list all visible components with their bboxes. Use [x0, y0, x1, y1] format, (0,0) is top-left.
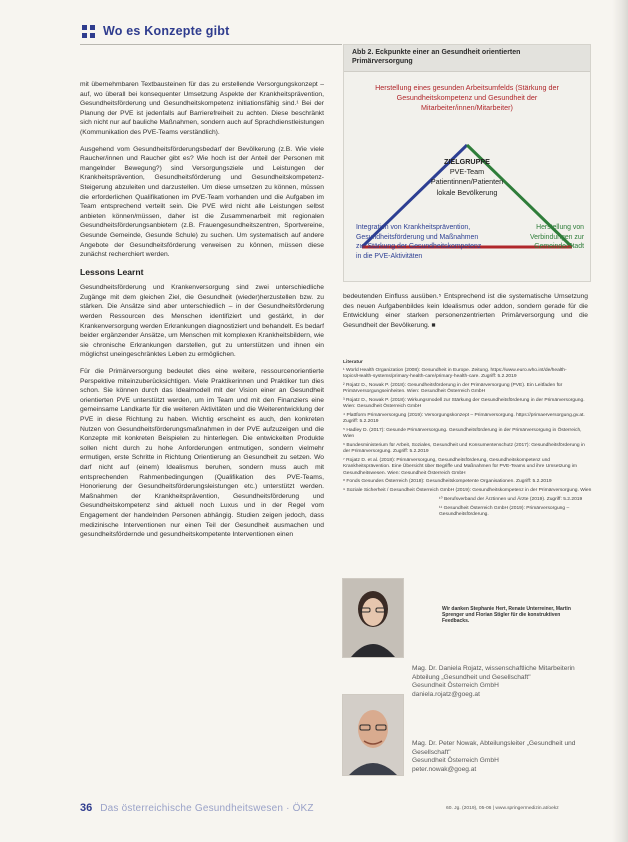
author-name: Mag. Dr. Peter Nowak, Abteilungsleiter „Gesundheit und Gesellschaft"	[412, 740, 576, 756]
thanks-note: Wir danken Stephanie Hert, Renate Unterreiner, Martin Sprenger und Florian Stigler für die konstruktiven Feedbacks.	[442, 606, 571, 625]
page-number: 36	[80, 802, 93, 814]
page-footer	[80, 802, 314, 814]
author-block	[412, 740, 592, 775]
author-block	[412, 665, 592, 700]
footnote: ³ Rojatz D., Nowak P. (2018): Wirkungsmodell zur Stärkung der Gesundheitsförderung in der Primärversorgung. Wien: Gesundheit Österreich GmbH	[343, 398, 585, 410]
section-title: Wo es Konzepte gibt	[103, 24, 230, 38]
paragraph: Für die Primärversorgung bedeutet dies eine weitere, ressourcenorientierte Perspektive miteinzuberücksichtigen. Viele Praktikerinnen und Praktiker tun dies schon. Sie können durch das Idealmodell mit der Vision einer an Gesundheit orientierten PVE unterstützt werden, um im Team und mit den Finanziers eine gemeinsame Landkarte für die weiteren Aktivitäten und die Weiterentwicklung der PVE in diese Richtung zu haben. Wichtig erscheint es auch, den konkreten Nutzen von Gesundheitsförderungsmaßnahmen in der PVE aufzuzeigen und die Konzepte mit konkreten Beispielen zu hinterlegen. Die entwickelten Produkte sollen nicht durch zu hohe Anforderungen entmutigen, sondern vielmehr ermutigen, erste Schritte in Richtung Orientierung an Gesundheit zu setzen. Wo darf nicht auf (einem) Idealismus beruhen, sondern muss auch mit entsprechenden Rahmenbedingungen (Qualifikation des PVE-Teams, Honorierung der Gesundheitsförderungsleistungen etc.) unterstützt werden. Maßnahmen der Krankheitsprävention, Gesundheitsförderung und Gesundheitskompetenz sind aktuell noch Luxus und in der Regel vom Engagement der handelnden Personen abhängig. Studien zeigen jedoch, dass medizinische Interventionen nur einen Teil der Gesundheit ausmachen und gesundheitsfördernde und gesundheitskompetente Interventionen einen	[80, 368, 324, 539]
footnote: ¹⁰ Berufsverband der Ärztinnen und Ärzte (2019). Zugriff: 5.2.2019	[439, 497, 583, 502]
author-org: Gesundheit Österreich GmbH	[412, 757, 499, 765]
lessons-learnt-heading: Lessons Learnt	[80, 266, 144, 277]
figure-right-text: Herstellung von Verbindungen zur Gemeinde/Stadt	[529, 224, 584, 251]
footnote: ⁸ Fonds Gesundes Österreich (2018): Gesundheitskompetente Organisationen. Zugriff: 5.2.2019	[343, 479, 552, 485]
author-photo	[342, 694, 404, 776]
author-email[interactable]: daniela.rojatz@goeg.at	[412, 691, 480, 699]
magazine-title: Das österreichische Gesundheitswesen · ÖKZ	[100, 803, 314, 814]
target-group-block	[384, 157, 550, 198]
paragraph: Gesundheitsförderung und Krankenversorgung sind zwei unterschiedliche Zugänge mit dem gleichen Ziel, die Gesundheit (wieder)herzustellen bzw. zu stärken. Die Ansätze sind aber unterschiedlich – in der Gesundheitsförderung werden Ressourcen des Menschen identifiziert und gestärkt, in der Krankenversorgung werden Erkrankungen diagnostiziert und behandelt. Es bedarf beider ergänzender Ansätze, um Menschen mit komplexen Krankheitsbildern, wie sie chronische Erkrankungen darstellen, gut zu unterstützen und ihnen ein möglichst uneingeschränktes Leben zu ermöglichen.	[80, 284, 324, 359]
footnote: ⁶ Bundesministerium für Arbeit, Soziales, Gesundheit und Konsumentenschutz (2017): Gesundheitsförderung in der Primärversorgung. Zugriff: 5.2.2019	[343, 443, 585, 455]
figure-left-text: Integration von Krankheitsprävention, Gesundheitsförderung und Maßnahmen zur Stärkung der Gesundheitskompetenz in die PVE-Aktivitäten	[356, 224, 482, 260]
author-email[interactable]: peter.nowak@goeg.at	[412, 766, 477, 774]
target-group-line: Patientinnen/Patienten	[430, 177, 504, 187]
figure-box	[343, 44, 591, 282]
footnote: ⁷ Rojatz D. et al. (2018): Primärversorgung, Gesundheitsförderung, Gesundheitskompetenz und Krankheitsprävention. Eine Übersicht über Begriffe und Maßnahmen für PVE-Teams und ihre Umsetzung im Gesundheitswesen. Wien: Gesundheit Österreich GmbH	[343, 458, 577, 476]
section-header	[82, 24, 230, 38]
figure-caption	[344, 45, 590, 72]
page-edge-shadow	[612, 0, 628, 842]
footnote: ⁵ Hadley D. (2017): Gesunde Primärversorgung. Gesundheitsförderung in der Primärversorgung in Österreich, Wien	[343, 428, 582, 440]
author-org: Gesundheit Österreich GmbH	[412, 682, 499, 690]
right-column-continuation	[343, 292, 588, 337]
target-group-line: lokale Bevölkerung	[436, 187, 498, 197]
author-name: Mag. Dr. Daniela Rojatz, wissenschaftliche Mitarbeiterin Abteilung „Gesundheit und Gesellschaft"	[412, 665, 575, 681]
header-rule	[80, 44, 342, 45]
paragraph: mit übernehmbaren Textbausteinen für das zu erstellende Versorgungskonzept – auf, wo überall bei konsequenter Umsetzung Aspekte der Krankheitsprävention, Gesundheitsförderung und Gesundheitskompetenz initiationsfähig sind.¹ Bei der Planung der PVE ist jedenfalls auf Barrierefreiheit zu achten. Diese beschränkt sich nicht nur auf bauliche Maßnahmen, sondern auch auf Sprachdienstleistungen (Kommunikation des PVE-Teams verständlich).	[80, 81, 324, 136]
woman-portrait-icon	[343, 579, 403, 657]
target-group-line: PVE-Team	[449, 167, 485, 177]
paragraph: Ausgehend vom Gesundheitsförderungsbedarf der Bevölkerung (z.B. Wie viele Raucher/innen und Raucher gibt es? Wie hoch ist der Anteil der Personen mit mangelnder Bewegung?) sind Versorgungsziele und Leistungen der Krankheitsprävention, Gesundheitsförderung und Gesundheitskompetenz-Steigerung abzuleiten und darzustellen. Um diese umsetzen zu können, müssen die erforderlichen Qualifikationen im PVE-Team vorhanden und die Aufgaben im Team entsprechend verteilt sein. Die PVE wird nicht alle Leistungen selbst anbieten können/müssen, daher ist die Zusammenarbeit mit regionalen Gesundheitsförderungsanbietern (z.B. Frauengesundheitszentren, Sportvereine, Gesunde Gemeinde, Gesunde Schule) zu suchen. Um systematisch auf andere Angebote der Gesundheitsförderung verweisen zu können, müssen diese zunächst recherchiert werden.	[80, 145, 324, 259]
man-portrait-icon	[343, 695, 403, 775]
footnote: ⁴ Plattform Primärversorgung (2019): Versorgungskonzept – Primärversorgung. https://primaerversorgung.gv.at. Zugriff: 5.2.2019	[343, 413, 585, 425]
paragraph: bedeutenden Einfluss ausüben.⁵ Entsprechend ist die systematische Umsetzung des neuen Aufgabenbildes kein Idealismus oder addon, sondern gerade für die Entwicklung einer starken personenzentrierten Primärversorgung und die Gesundheit der Bevölkerung. ■	[343, 293, 588, 329]
target-group-title: ZIELGRUPPE	[444, 157, 490, 166]
left-column	[80, 80, 324, 547]
footnote: ¹¹ Gesundheit Österreich GmbH (2019): Primärversorgung – Gesundheitsförderung.	[439, 505, 570, 517]
author-photo	[342, 578, 404, 658]
figure-top-text: Herstellung eines gesunden Arbeitsumfelds (Stärkung der Gesundheitskompetenz und Gesundheit der Mitarbeiter/innen/Mitarbeiter)	[375, 83, 559, 112]
figure-caption-text: Abb 2. Eckpunkte einer an Gesundheit orientierten Primärversorgung	[352, 49, 521, 65]
footnote: ⁹ Soziale Sicherheit / Gesundheit Österreich GmbH (2019): Gesundheitskompetenz in der Primärversorgung. Wien	[343, 488, 592, 494]
footnote: ² Rojatz D., Nowak P. (2018): Gesundheitsförderung in der Primärversorgung (PVE). Ein Leitfaden für Primärversorgungseinheiten. Wien: Gesundheit Österreich GmbH	[343, 383, 563, 395]
footnote: ¹ World Health Organization (2008): Gesundheit in Europe. Zeitung. https://www.euro.who.int/de/health-topics/Health-systems/primary-health-care/primary-health-care. Zugriff: 5.2.2019	[343, 368, 567, 380]
footnotes	[343, 360, 593, 521]
footnotes-title: Literatur	[343, 360, 363, 365]
issue-info: 60. Jg. (2019), 05-06 | www.springermedizin.at/oekz	[446, 806, 559, 811]
four-squares-icon	[82, 25, 95, 38]
